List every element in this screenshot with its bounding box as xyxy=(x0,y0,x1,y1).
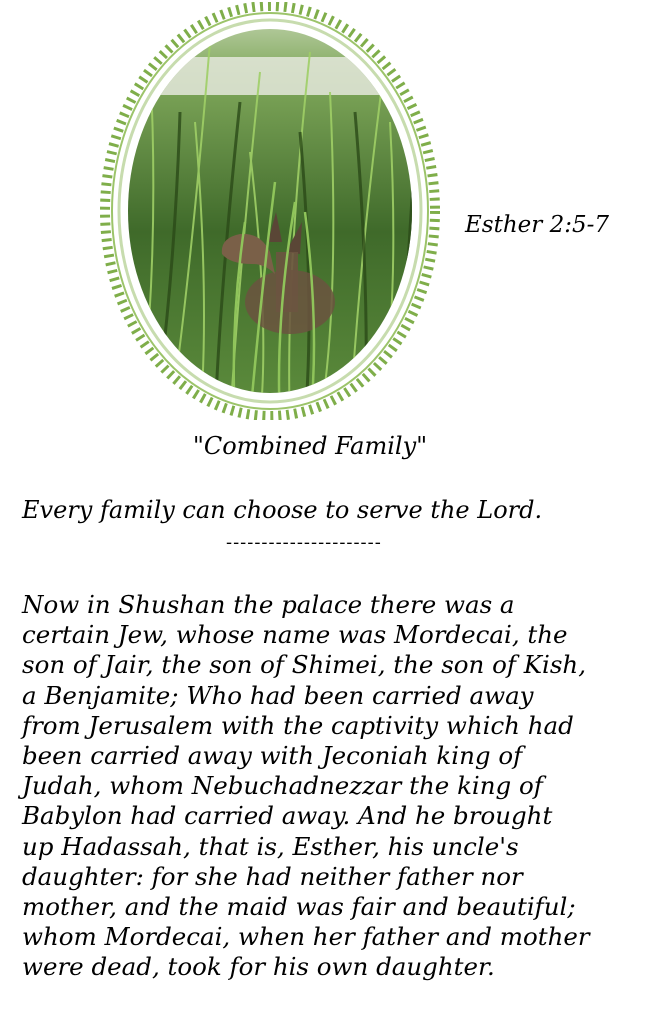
tagline: Every family can choose to serve the Lord. xyxy=(22,496,543,524)
passage-line: certain Jew, whose name was Mordecai, the xyxy=(22,620,568,650)
passage-line: from Jerusalem with the captivity which had xyxy=(22,710,574,740)
deer-in-grass-photo xyxy=(100,2,440,420)
passage-line: Judah, whom Nebuchadnezzar the king of xyxy=(22,771,543,801)
passage-line: mother, and the maid was fair and beautiful; xyxy=(22,892,576,922)
passage-line: son of Jair, the son of Shimei, the son of Kish, xyxy=(22,650,586,680)
passage-line: been carried away with Jeconiah king of xyxy=(22,741,523,771)
deer-photo-frame xyxy=(100,2,440,420)
passage-line: Now in Shushan the palace there was a xyxy=(22,590,515,619)
passage-line: whom Mordecai, when her father and mother xyxy=(22,922,590,952)
page-title: "Combined Family" xyxy=(192,432,428,460)
dashed-divider: ---------------------- xyxy=(226,532,382,553)
passage-line: Babylon had carried away. And he brought xyxy=(22,801,553,831)
scripture-reference: Esther 2:5-7 xyxy=(465,212,609,238)
passage-line: were dead, took for his own daughter. xyxy=(22,952,495,982)
passage-line: a Benjamite; Who had been carried away xyxy=(22,680,534,710)
passage-line: up Hadassah, that is, Esther, his uncle's xyxy=(22,831,519,861)
passage-line: daughter: for she had neither father nor xyxy=(22,861,523,891)
scripture-passage xyxy=(22,590,662,983)
